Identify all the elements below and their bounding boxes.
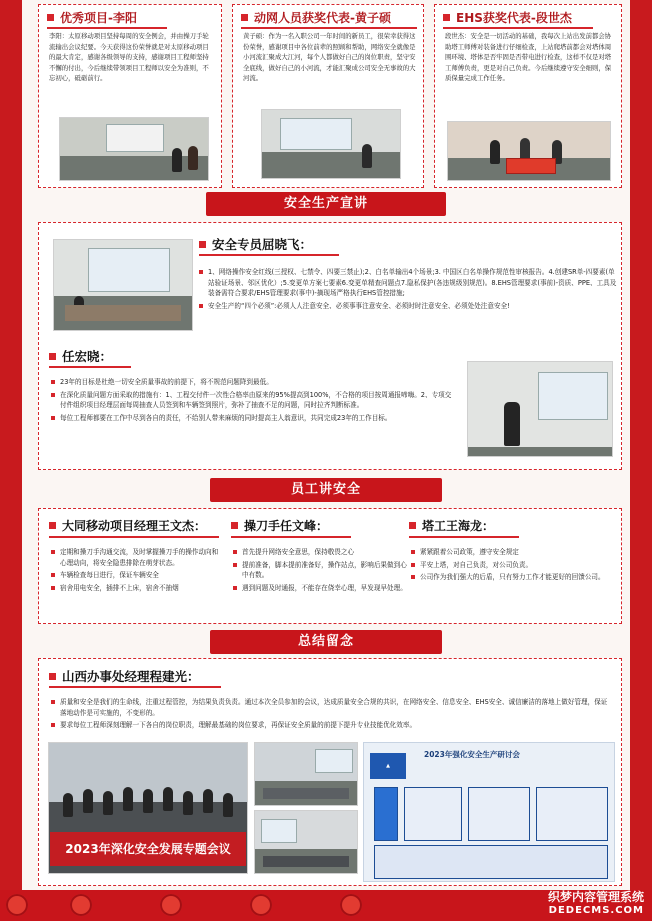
qu-bullets <box>199 267 617 313</box>
person-figure <box>143 789 153 813</box>
heading-underline <box>49 366 131 368</box>
person-figure <box>188 146 198 170</box>
staff-1-bullet-1: 定期和操刀手沟通交流，及时掌握操刀手的操作动向和心理动向，将安全隐患排除在萌芽状态。 <box>51 547 223 568</box>
award-card-text: 李阳：太原移动项目坚持每周的安全例会，并由操刀手轮流输出会议纪要。今天获得这份荣誉就是对太原移动项目的最大肯定，感谢各级领导的支持，感谢项目工程师坚持不懈的付出，今后继续带领项目工程师以安全为准则，不忘初心，砥砺前行。 <box>49 32 209 82</box>
qu-heading: 安全专员屈晓飞： <box>199 237 312 252</box>
staff-2-bullet-3: 遇到问题及时通报，不能存在侥幸心理，早发现早处理。 <box>233 583 409 594</box>
staff-talk-card <box>38 508 622 624</box>
square-bullet-icon <box>443 14 450 21</box>
ren-heading: 任宏晓： <box>49 349 112 364</box>
award-card-huangzishuo <box>232 4 424 188</box>
lantern-icon <box>160 894 182 916</box>
square-bullet-icon <box>199 241 206 248</box>
ren-bullet-2: 在深化质量问题方面采取的措施有：1、工程交付件一次性合格率由原来的95%提高到100%，不合格的项目按周通报啼嗨。2、专项交付件组织项目经理层面每周抽查人员签到和车辆签到照片，弥补了抽查不足的问题，同时拉齐判断标准。 <box>51 390 455 411</box>
heading-underline <box>231 536 351 538</box>
summary-bullets <box>51 697 611 733</box>
square-bullet-icon <box>49 673 56 680</box>
safety-promo-card <box>38 222 622 470</box>
square-bullet-icon <box>47 14 54 21</box>
section-banner-staff-talk: 员工讲安全 <box>210 478 442 502</box>
person-figure <box>103 791 113 815</box>
title-underline <box>443 27 593 29</box>
staff-heading-2: 操刀手任文峰： <box>231 519 328 534</box>
staff-2-bullet-2: 提前准备，脚本提前准备好，操作站点，影响后果做到心中有数。 <box>233 560 409 581</box>
staff-heading-1: 大同移动项目经理王文杰： <box>49 519 206 534</box>
square-bullet-icon <box>409 522 416 529</box>
person-figure <box>362 144 372 168</box>
award-card-liyang <box>38 4 222 188</box>
staff-bullets-1 <box>51 547 223 595</box>
lantern-icon <box>250 894 272 916</box>
summary-bullet-1: 质量和安全是我们的生命线，注重过程管控，为结果负责负责。通过本次全员参加的会议，达成质量安全合规的共识，在网络安全、信息安全、EHS安全、诚信廉洁的落地上做好管理，保证落地动作是可实施的，不变形的。 <box>51 697 611 718</box>
staff-heading-3: 塔工王海龙： <box>409 519 494 534</box>
ren-photo <box>467 361 613 457</box>
staff-bullets-3 <box>411 547 611 585</box>
ren-bullet-1: 23年的目标是杜绝一切安全质量事故的前提下，将不规范问题降到最低。 <box>51 377 455 388</box>
person-figure <box>63 793 73 817</box>
award-card-text: 段世杰：安全是一切活动的基础，我每次上站出发前都会协助塔工师傅对装备进行仔细检查，上站爬塔前都会对塔体周围环境、塔体是否牢固是否带电进行检查，这样不仅是对塔工师傅负责，更是对自己负责。今后继续遵守安全细则，保质保量完成工作任务。 <box>445 32 612 82</box>
person-figure <box>490 140 500 164</box>
staff-3-bullet-2: 平安上塔，对自己负责，对公司负责。 <box>411 560 611 571</box>
site-watermark: 织梦内容管理系统 DEDECMS.COM <box>547 890 644 916</box>
section-banner-safety-promo: 安全生产宣讲 <box>206 192 446 216</box>
award-photo <box>447 121 611 181</box>
conference-poster <box>363 742 615 882</box>
ren-bullets <box>51 377 455 425</box>
ren-bullet-3: 每位工程师都要在工作中尽到各自的责任，不给别人带来麻烦的同时提高主人翁意识，共同完成23年的工作目标。 <box>51 413 455 424</box>
staff-bullets-2 <box>233 547 409 595</box>
meeting-photo-1 <box>254 742 358 806</box>
lantern-icon <box>340 894 362 916</box>
summary-bullet-2: 要求每位工程师深刻理解一下各自的岗位职责，理解最基础的岗位要求，再保证安全质量的前提下提升专业技能优化效率。 <box>51 720 611 731</box>
person-figure <box>223 793 233 817</box>
staff-2-bullet-1: 首先提升网络安全意思，保持敬畏之心 <box>233 547 409 558</box>
staff-3-bullet-3: 公司作为我们强大的后盾，只有努力工作才能更好的回馈公司。 <box>411 572 611 583</box>
heading-underline <box>199 254 339 256</box>
qu-photo <box>53 239 193 331</box>
heading-underline <box>409 536 519 538</box>
person-figure <box>83 789 93 813</box>
award-card-title: 动网人员获奖代表-黄子硕 <box>241 11 391 25</box>
person-figure <box>172 148 182 172</box>
square-bullet-icon <box>231 522 238 529</box>
award-photo <box>261 109 401 179</box>
qu-bullet-1: 1、网络操作安全红线(三授权、七禁令、四要三禁止);2、白名单输出4个场景;3. 中国区白名单操作规范性审核报告。4.创建SR单-四要素(单站验证场景、邻区优化）;5.变更单方案七要素6.变更单精查问题点7.隐私保护(各违规级别规范)。8.EHS管理要求(事前)-资质、PPE、工具及装备需符合要求/EHS管理要求(事中)-摘现场严格执行EHS管控措施; <box>199 267 617 299</box>
summary-heading: 山西办事处经理程建光： <box>49 669 200 684</box>
person-figure <box>203 789 213 813</box>
person-figure <box>504 402 520 446</box>
lantern-icon <box>6 894 28 916</box>
meeting-photo-2 <box>254 810 358 874</box>
award-card-text: 黄子硕：作为一名入职公司一年时间的新员工，很荣幸获得这份荣誉，感谢项目中各位前辈的照顾和帮助，网络安全就像是小河流汇聚成大江河，每个人都做好自己的岗位职责，坚守安全底线，做好自己的小河流，才能汇聚成公司安全无事故的大河流。 <box>243 32 416 82</box>
person-figure <box>183 791 193 815</box>
heading-underline <box>49 686 221 688</box>
company-logo-icon: ▲ <box>370 753 406 779</box>
award-card-title: EHS获奖代表-段世杰 <box>443 11 572 25</box>
square-bullet-icon <box>241 14 248 21</box>
heading-underline <box>49 536 219 538</box>
staff-1-bullet-2: 车辆检查每日进行，保证车辆安全 <box>51 570 223 581</box>
staff-1-bullet-3: 宿舍用电安全，插排不上床，宿舍不抽烟 <box>51 583 223 594</box>
footer-decoration <box>0 890 652 921</box>
award-card-title: 优秀项目-李阳 <box>47 11 137 25</box>
meeting-banner-text: 2023年深化安全发展专题会议 <box>50 832 246 866</box>
person-figure <box>123 787 133 811</box>
award-photo <box>59 117 209 181</box>
poster-title: 2023年强化安全生产研讨会 <box>424 750 520 759</box>
square-bullet-icon <box>49 522 56 529</box>
person-figure <box>163 787 173 811</box>
title-underline <box>47 27 167 29</box>
lantern-icon <box>70 894 92 916</box>
staff-3-bullet-1: 紧紧跟着公司政策，遵守安全规定 <box>411 547 611 558</box>
square-bullet-icon <box>49 353 56 360</box>
qu-bullet-2: 安全生产的“四个必须”:必须人人注意安全、必须事事注意安全、必须时时注意安全、必须处处注意安全! <box>199 301 617 312</box>
award-card-duanshijie <box>434 4 622 188</box>
title-underline <box>241 27 417 29</box>
section-banner-summary: 总结留念 <box>210 630 442 654</box>
